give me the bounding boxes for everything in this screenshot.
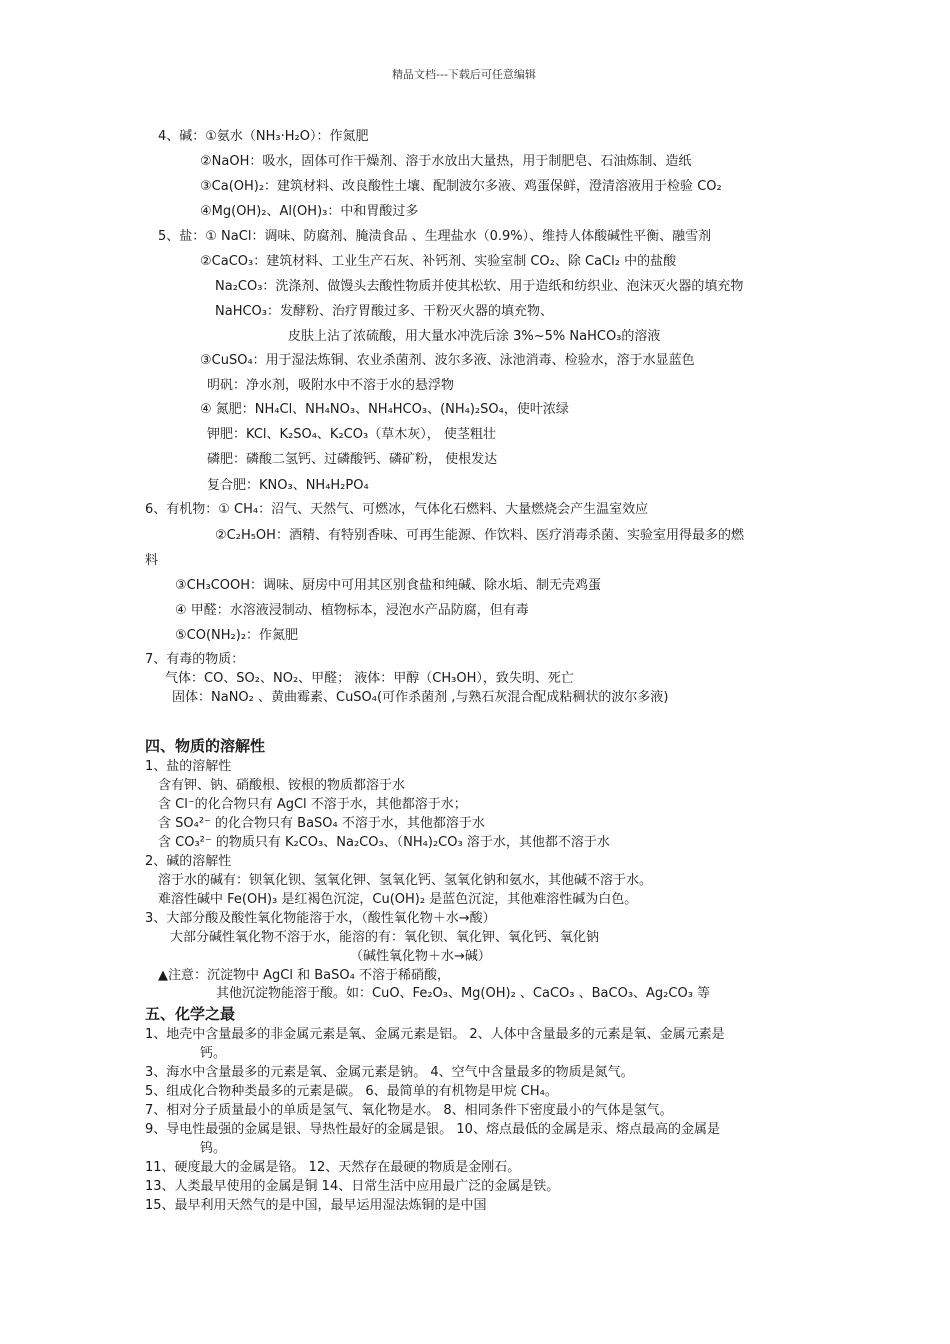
- record-line-1: 1、地壳中含量最多的非金属元素是氧、金属元素是铝。 2、人体中含量最多的元素是氧、金属元素是: [145, 1027, 725, 1042]
- base-line-2: ②NaOH：吸水，固体可作干燥剂、溶于水放出大量热，用于制肥皂、石油炼制、造纸: [200, 154, 692, 169]
- fertilizer-line-3: 磷肥：磷酸二氢钙、过磷酸钙、磷矿粉， 使根发达: [207, 452, 498, 467]
- organic-line-5: ④ 甲醛：水溶液浸制动、植物标本，浸泡水产品防腐，但有毒: [175, 603, 529, 618]
- record-line-6: 9、导电性最强的金属是银、导热性最好的金属是银。 10、熔点最低的金属是汞、熔点最高的金属是: [145, 1122, 720, 1137]
- salt-line-3: Na₂CO₃：洗涤剂、做馒头去酸性物质并使其松软、用于造纸和纺织业、泡沫灭火器的填充物: [215, 279, 744, 294]
- solubility-line-3: 含 Cl⁻的化合物只有 AgCl 不溶于水，其他都溶于水；: [158, 797, 467, 812]
- organic-line-1: 6、有机物：① CH₄：沼气、天然气、可燃冰，气体化石燃料、大量燃烧会产生温室效应: [145, 502, 649, 517]
- base-line-3: ③Ca(OH)₂：建筑材料、改良酸性土壤、配制波尔多液、鸡蛋保鲜，澄清溶液用于检验 CO₂: [200, 179, 722, 194]
- salt-line-6: ③CuSO₄：用于湿法炼铜、农业杀菌剂、波尔多液、泳池消毒、检验水，溶于水显蓝色: [200, 353, 695, 368]
- fertilizer-line-2: 钾肥：KCl、K₂SO₄、K₂CO₃（草木灰）， 使茎粗壮: [207, 427, 496, 442]
- salt-line-4: NaHCO₃：发酵粉、治疗胃酸过多、干粉灭火器的填充物、: [215, 304, 553, 319]
- record-line-10: 15、最早利用天然气的是中国，最早运用湿法炼铜的是中国: [145, 1198, 487, 1213]
- salt-line-2: ②CaCO₃：建筑材料、工业生产石灰、补钙剂、实验室制 CO₂、除 CaCl₂ 中的盐酸: [200, 254, 677, 269]
- solubility-line-8: 难溶性碱中 Fe(OH)₃ 是红褐色沉淀，Cu(OH)₂ 是蓝色沉淀，其他难溶性碱为白色。: [158, 892, 638, 907]
- solubility-line-10: 大部分碱性氧化物不溶于水，能溶的有：氧化钡、氧化钾、氧化钙、氧化钠: [170, 930, 600, 945]
- record-line-7: 钨。: [200, 1141, 227, 1156]
- base-line-4: ④Mg(OH)₂、Al(OH)₃：中和胃酸过多: [200, 204, 419, 219]
- record-line-4: 5、组成化合物种类最多的元素是碳。 6、最简单的有机物是甲烷 CH₄。: [145, 1084, 558, 1099]
- salt-line-7: 明矾：净水剂，吸附水中不溶于水的悬浮物: [207, 378, 455, 393]
- organic-line-4: ③CH₃COOH：调味、厨房中可用其区别食盐和纯碱、除水垢、制无壳鸡蛋: [175, 578, 602, 593]
- solubility-line-12: ▲注意：沉淀物中 AgCl 和 BaSO₄ 不溶于稀硝酸，: [158, 968, 450, 983]
- solubility-line-4: 含 SO₄²⁻ 的化合物只有 BaSO₄ 不溶于水，其他都溶于水: [158, 816, 485, 831]
- fertilizer-line-1: ④ 氮肥：NH₄Cl、NH₄NO₃、NH₄HCO₃、(NH₄)₂SO₄，使叶浓绿: [200, 402, 569, 417]
- solubility-line-5: 含 CO₃²⁻ 的物质只有 K₂CO₃、Na₂CO₃、（NH₄)₂CO₃ 溶于水，其他都不溶于水: [158, 835, 610, 850]
- solubility-line-7: 溶于水的碱有：钡氧化钡、氢氧化钾、氢氧化钙、氢氧化钠和氨水，其他碱不溶于水。: [158, 873, 653, 888]
- organic-line-6: ⑤CO(NH₂)₂：作氮肥: [175, 628, 299, 643]
- record-line-3: 3、海水中含量最多的元素是氧、金属元素是钠。 4、空气中含量最多的物质是氮气。: [145, 1065, 634, 1080]
- record-line-5: 7、相对分子质量最小的单质是氢气、氧化物是水。 8、相同条件下密度最小的气体是氢气。: [145, 1103, 673, 1118]
- solubility-line-13: 其他沉淀物能溶于酸。如：CuO、Fe₂O₃、Mg(OH)₂ 、CaCO₃ 、BaCO₃、Ag₂CO₃ 等: [216, 986, 711, 1001]
- organic-line-3: 料: [145, 553, 159, 568]
- section-title-chemistry-records: 五、化学之最: [145, 1005, 236, 1023]
- solubility-line-1: 1、盐的溶解性: [145, 759, 232, 774]
- base-line-1: 4、碱：①氨水（NH₃·H₂O）：作氮肥: [158, 129, 369, 144]
- salt-line-1: 5、盐：① NaCl：调味、防腐剂、腌渍食品 、生理盐水（0.9%）、维持人体酸碱性平衡、融雪剂: [158, 229, 712, 244]
- section-title-solubility: 四、物质的溶解性: [145, 737, 266, 755]
- fertilizer-line-4: 复合肥：KNO₃、NH₄H₂PO₄: [207, 478, 369, 493]
- solubility-line-6: 2、碱的溶解性: [145, 854, 232, 869]
- solubility-line-2: 含有钾、钠、硝酸根、铵根的物质都溶于水: [158, 778, 406, 793]
- toxic-line-2: 气体：CO、SO₂、NO₂、甲醛； 液体：甲醇（CH₃OH），致失明、死亡: [165, 671, 574, 686]
- toxic-line-1: 7、有毒的物质：: [145, 652, 245, 667]
- record-line-9: 13、人类最早使用的金属是铜 14、日常生活中应用最广泛的金属是铁。: [145, 1179, 560, 1194]
- solubility-line-9: 3、大部分酸及酸性氧化物能溶于水，（酸性氧化物＋水→酸）: [145, 911, 496, 926]
- salt-line-5: 皮肤上沾了浓硫酸，用大量水冲洗后涂 3%~5% NaHCO₃的溶液: [288, 329, 661, 344]
- record-line-2: 钙。: [200, 1046, 227, 1061]
- toxic-line-3: 固体：NaNO₂ 、黄曲霉素、CuSO₄(可作杀菌剂 ,与熟石灰混合配成粘稠状的波尔多液): [172, 690, 669, 705]
- solubility-line-11: （碱性氧化物＋水→碱）: [350, 949, 491, 964]
- record-line-8: 11、硬度最大的金属是铬。 12、天然存在最硬的物质是金刚石。: [145, 1160, 521, 1175]
- page-header: 精品文档---下载后可任意编辑: [392, 68, 536, 81]
- organic-line-2: ②C₂H₅OH：酒精、有特别香味、可再生能源、作饮料、医疗消毒杀菌、实验室用得最多的燃: [215, 528, 744, 543]
